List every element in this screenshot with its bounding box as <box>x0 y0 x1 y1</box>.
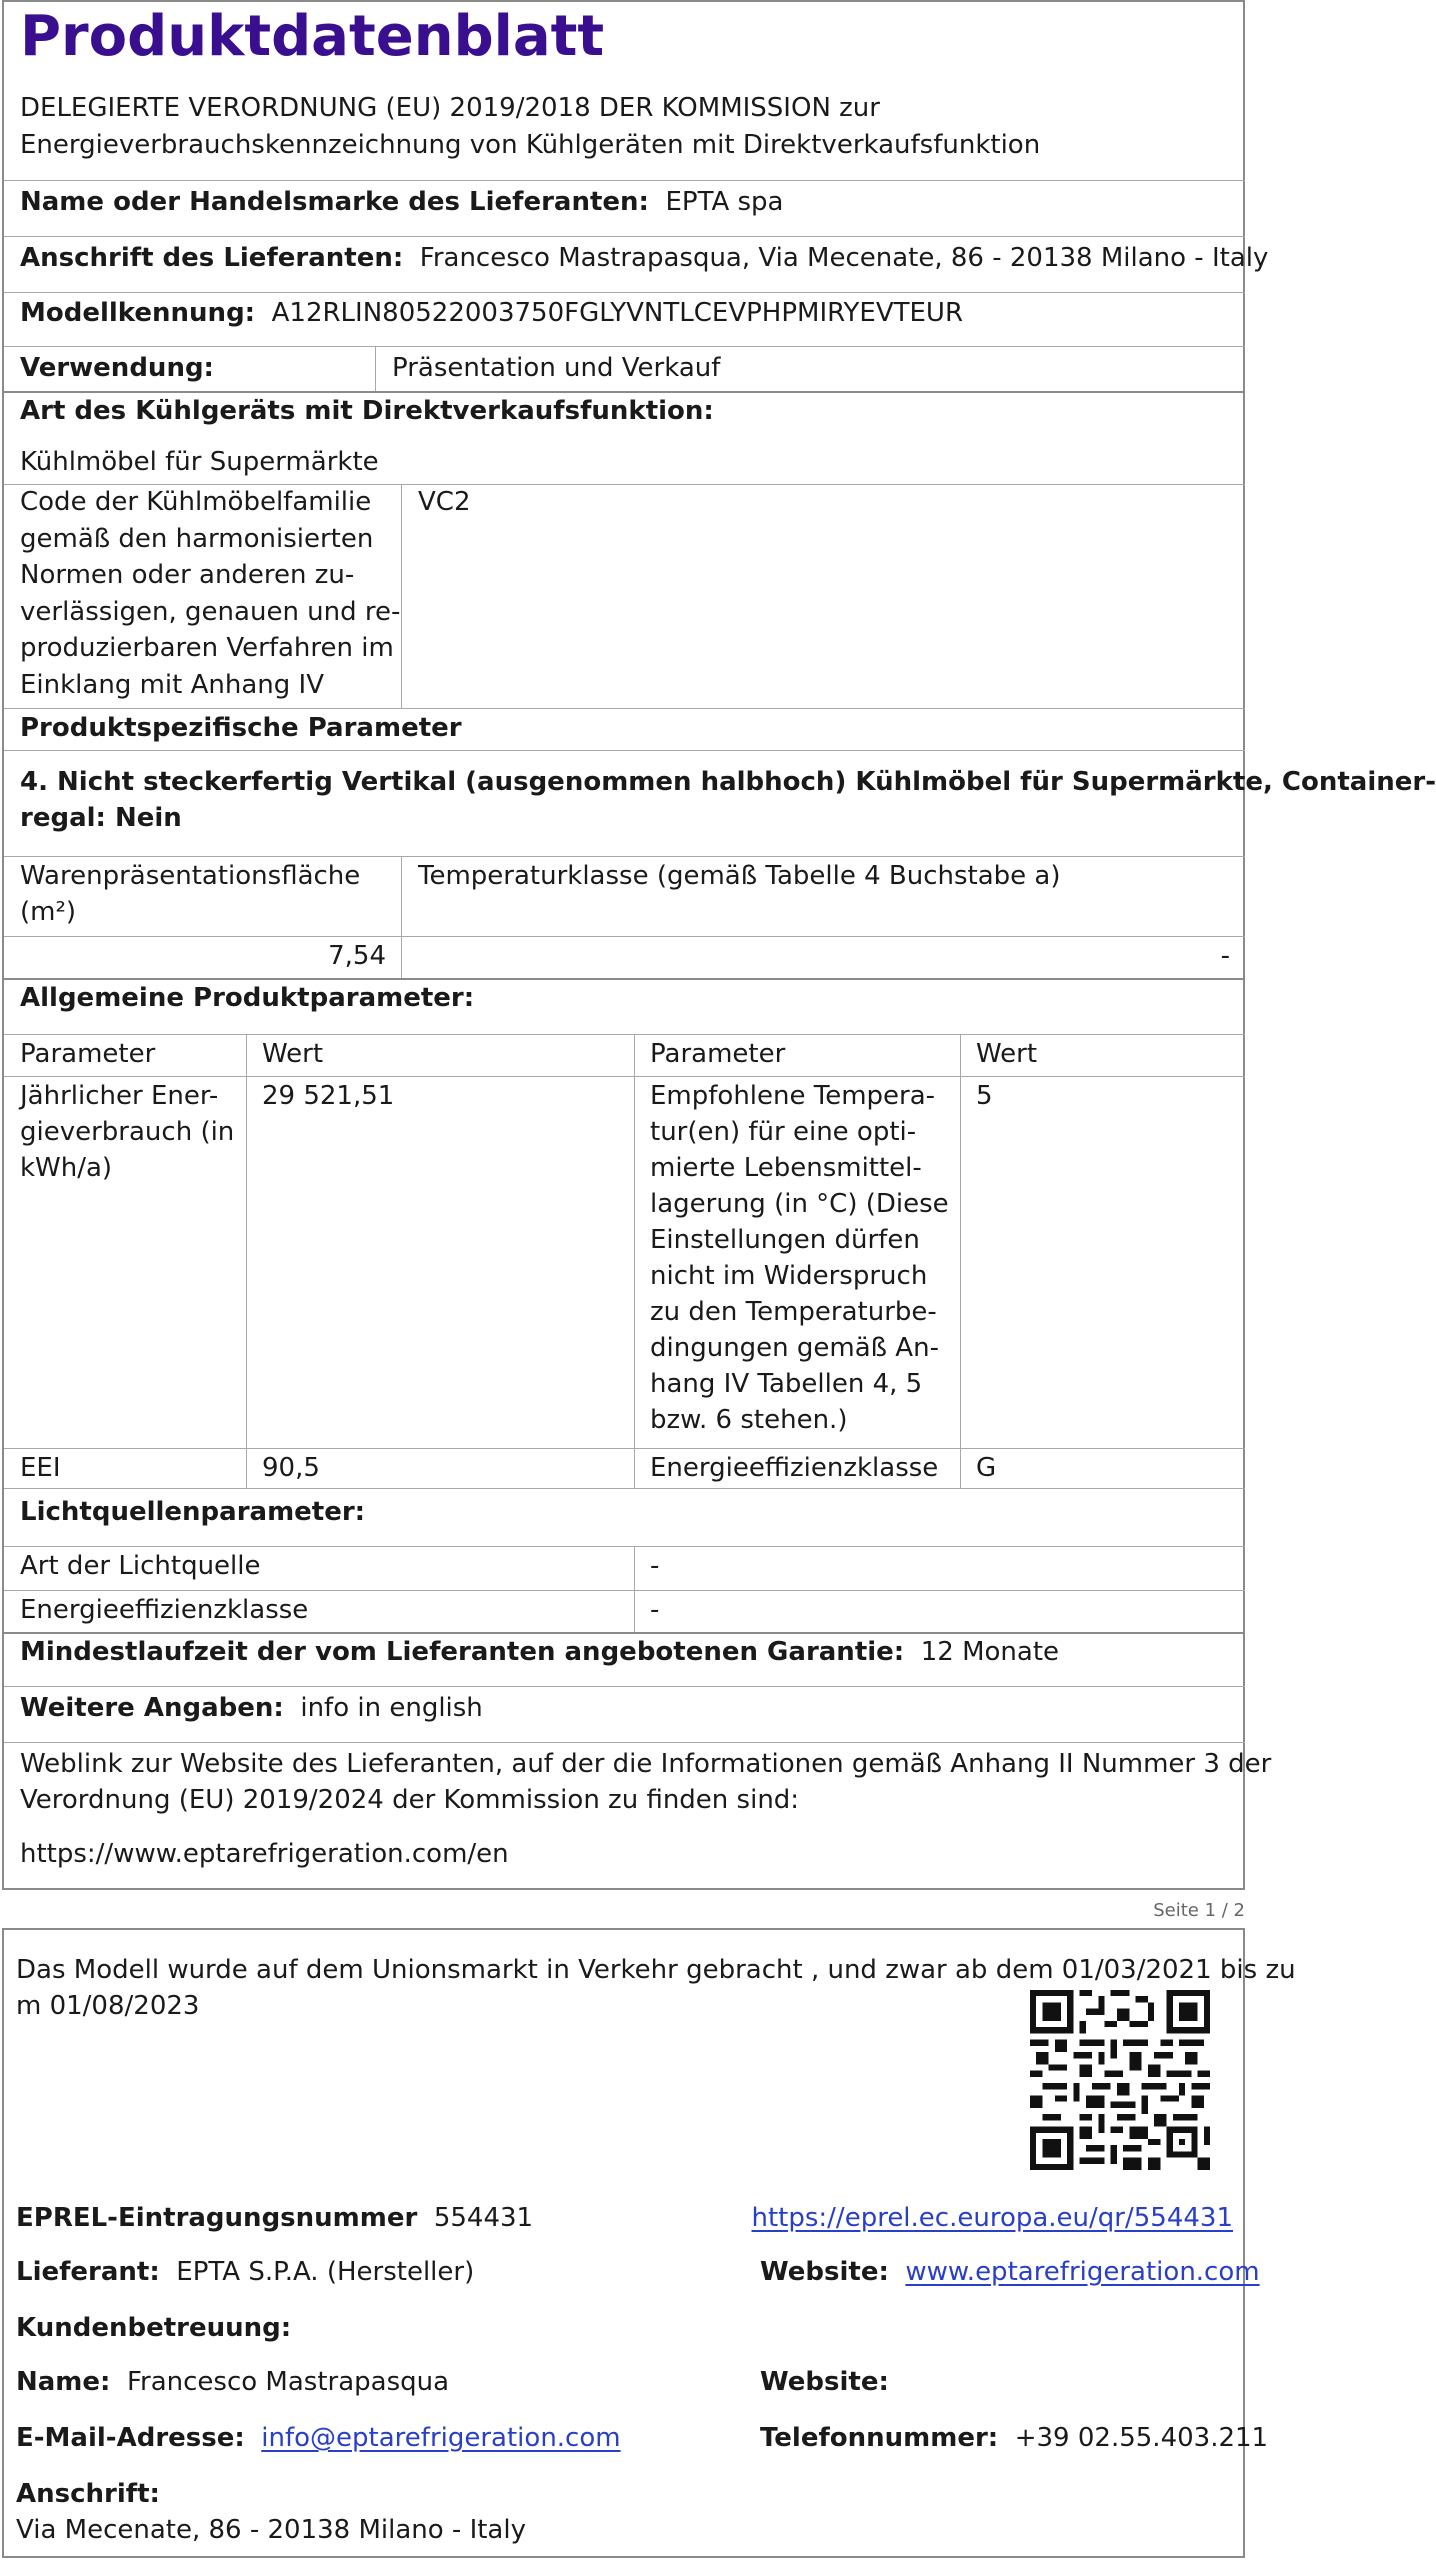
light-params-heading: Lichtquellenparameter: <box>20 1497 366 1527</box>
contact-website-row <box>760 2364 889 2400</box>
email-row <box>16 2420 621 2456</box>
weblink-line-1: Weblink zur Website des Lieferanten, auf der die Informationen gemäß Anhang II Nummer 3 der <box>20 1749 1272 1779</box>
website-label: Website: <box>760 2257 889 2287</box>
supplier-label: Lieferant: <box>16 2257 160 2287</box>
supplier-row <box>16 2254 474 2290</box>
weblink-line-2: Verordnung (EU) 2019/2024 der Kommission zu finden sind: <box>20 1785 800 1815</box>
divider <box>4 236 1245 237</box>
model-label: Modellkennung: <box>20 298 256 328</box>
usage-value: Präsentation und Verkauf <box>392 353 721 383</box>
temperature-class-value: - <box>1220 941 1230 971</box>
divider <box>401 856 402 978</box>
further-info-value: info in english <box>300 1693 483 1723</box>
contact-name-label: Name: <box>16 2367 111 2397</box>
eei-value: 90,5 <box>262 1453 320 1483</box>
recommended-temperature-value: 5 <box>976 1081 993 1111</box>
market-line-2: m 01/08/2023 <box>16 1991 200 2021</box>
regulation-line-1: DELEGIERTE VERORDNUNG (EU) 2019/2018 DER KOMMISSION zur <box>20 93 880 123</box>
customer-service-heading: Kundenbetreuung: <box>16 2313 292 2343</box>
warranty-label: Mindestlaufzeit der vom Lieferanten angebotenen Garantie: <box>20 1637 905 1667</box>
phone-label: Telefonnummer: <box>760 2423 999 2453</box>
energy-class-label: Energieeffizienzklasse <box>650 1453 939 1483</box>
light-source-type-label: Art der Lichtquelle <box>20 1551 261 1581</box>
divider <box>4 1742 1245 1743</box>
phone-row <box>760 2420 1268 2456</box>
contact-name-value: Francesco Mastrapasqua <box>126 2367 450 2397</box>
table-header-parameter: Parameter <box>650 1039 786 1069</box>
family-code-value: VC2 <box>418 487 471 517</box>
further-info-label: Weitere Angaben: <box>20 1693 284 1723</box>
divider <box>960 1034 961 1488</box>
divider <box>4 1034 1245 1035</box>
divider <box>634 1034 635 1488</box>
contact-website-label: Website: <box>760 2367 889 2397</box>
supplier-website-url[interactable]: https://www.eptarefrigeration.com/en <box>20 1839 509 1869</box>
eei-label: EEI <box>20 1453 61 1483</box>
energy-class-value: G <box>976 1453 997 1483</box>
divider <box>4 1076 1245 1077</box>
divider <box>4 1546 1245 1547</box>
address-label: Anschrift: <box>16 2479 160 2509</box>
product-category-line-1: 4. Nicht steckerfertig Vertikal (ausgenommen halbhoch) Kühlmöbel für Supermärkte, Container- <box>20 767 1436 797</box>
supplier-address-value: Francesco Mastrapasqua, Via Mecenate, 86 - 20138 Milano - Italy <box>419 243 1269 273</box>
divider <box>4 180 1245 181</box>
product-params-heading: Produktspezifische Parameter <box>20 713 462 743</box>
model-row <box>20 295 963 331</box>
display-area-label: Warenpräsentationsfläche <box>20 861 361 891</box>
divider <box>4 750 1245 751</box>
phone-value: +39 02.55.403.211 <box>1014 2423 1269 2453</box>
display-area-unit: (m²) <box>20 897 77 927</box>
usage-label: Verwendung: <box>20 353 214 383</box>
divider <box>375 346 376 392</box>
product-category-line-2: regal: Nein <box>20 803 182 833</box>
model-value: A12RLIN80522003750FGLYVNTLCEVPHPMIRYEVTEUR <box>271 298 964 328</box>
supplier-address-label: Anschrift des Lieferanten: <box>20 243 404 273</box>
supplier-name-label: Name oder Handelsmarke des Lieferanten: <box>20 187 649 217</box>
divider <box>4 1590 1245 1591</box>
market-line-1: Das Modell wurde auf dem Unionsmarkt in Verkehr gebracht , und zwar ab dem 01/03/2021 bis zu <box>16 1955 1296 1985</box>
contact-name-row <box>16 2364 449 2400</box>
general-params-heading: Allgemeine Produktparameter: <box>20 983 475 1013</box>
eprel-row <box>16 2200 533 2236</box>
table-header-value: Wert <box>262 1039 324 1069</box>
table-header-value: Wert <box>976 1039 1038 1069</box>
divider <box>246 1034 247 1488</box>
regulation-line-2: Energieverbrauchskennzeichnung von Kühlgeräten mit Direktverkaufsfunktion <box>20 130 1041 160</box>
email-link[interactable]: info@eptarefrigeration.com <box>261 2423 621 2453</box>
supplier-name-row <box>20 184 783 220</box>
device-type-label: Art des Kühlgeräts mit Direktverkaufsfunktion: <box>20 396 714 426</box>
temperature-class-label: Temperaturklasse (gemäß Tabelle 4 Buchstabe a) <box>418 861 1061 891</box>
eprel-value: 554431 <box>433 2203 534 2233</box>
divider <box>401 484 402 708</box>
display-area-value: 7,54 <box>328 941 386 971</box>
eprel-link[interactable]: https://eprel.ec.europa.eu/qr/554431 <box>751 2203 1233 2233</box>
divider <box>4 292 1245 293</box>
light-source-type-value: - <box>650 1551 660 1581</box>
divider <box>634 1546 635 1632</box>
supplier-value: EPTA S.P.A. (Hersteller) <box>176 2257 475 2287</box>
website-link[interactable]: www.eptarefrigeration.com <box>905 2257 1260 2287</box>
divider <box>4 708 1245 709</box>
divider <box>4 346 1245 347</box>
device-type-value: Kühlmöbel für Supermärkte <box>20 447 379 477</box>
table-header-parameter: Parameter <box>20 1039 156 1069</box>
address-value: Via Mecenate, 86 - 20138 Milano - Italy <box>16 2515 526 2545</box>
eprel-label: EPREL-Eintragungsnummer <box>16 2203 418 2233</box>
qr-code[interactable] <box>1030 1990 1210 2170</box>
page-number: Seite 1 / 2 <box>1153 1900 1245 1921</box>
divider <box>4 1488 1245 1489</box>
energy-consumption-value: 29 521,51 <box>262 1081 395 1111</box>
light-energy-class-label: Energieeffizienzklasse <box>20 1595 309 1625</box>
email-label: E-Mail-Adresse: <box>16 2423 245 2453</box>
divider <box>4 1448 1245 1449</box>
divider <box>4 936 1245 937</box>
light-energy-class-value: - <box>650 1595 660 1625</box>
divider <box>4 856 1245 857</box>
supplier-name-value: EPTA spa <box>665 187 784 217</box>
page-title: Produktdatenblatt <box>20 4 605 69</box>
further-info-row <box>20 1690 483 1726</box>
warranty-value: 12 Monate <box>920 1637 1060 1667</box>
supplier-address-row <box>20 240 1268 276</box>
divider <box>4 1686 1245 1687</box>
website-row <box>760 2254 1260 2290</box>
warranty-row <box>20 1634 1059 1670</box>
